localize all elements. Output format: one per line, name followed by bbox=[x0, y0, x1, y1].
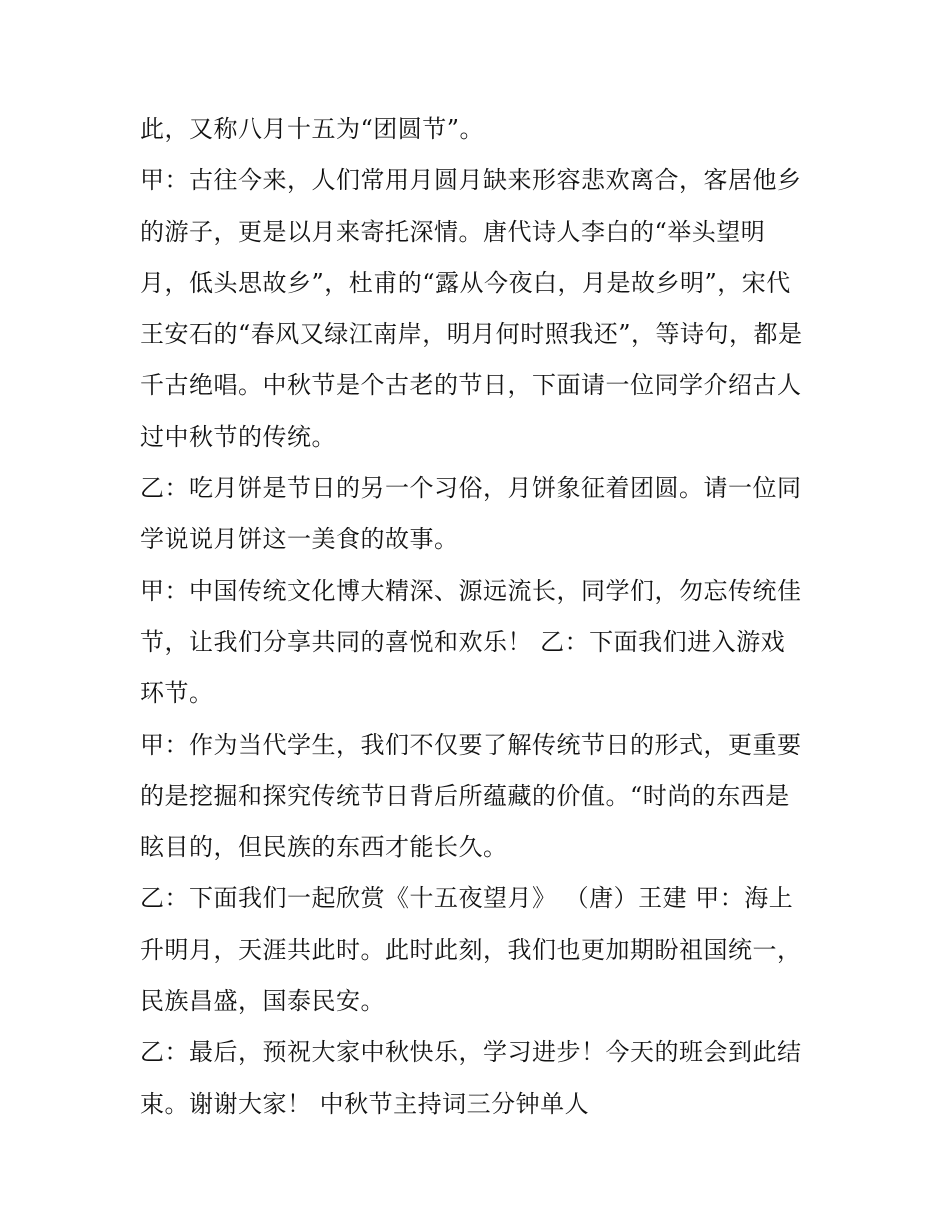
text-line: 的游子，更是以月来寄托深情。唐代诗人李白的“举头望明 bbox=[140, 217, 766, 246]
text-line: 眩目的，但民族的东西才能长久。 bbox=[140, 833, 508, 862]
text-line: 环节。 bbox=[140, 679, 214, 708]
text-line: 乙：吃月饼是节日的另一个习俗，月饼象征着团圆。请一位同 bbox=[140, 474, 802, 503]
document-body bbox=[140, 104, 820, 1130]
text-line: 月，低头思故乡”，杜甫的“露从今夜白，月是故乡明”，宋代 bbox=[140, 268, 791, 297]
text-line: 甲：中国传统文化博大精深、源远流长，同学们，勿忘传统佳 bbox=[140, 576, 802, 605]
text-line: 过中秋节的传统。 bbox=[140, 422, 336, 451]
text-line: 此，又称八月十五为“团圆节”。 bbox=[140, 115, 485, 143]
text-line: 乙：下面我们一起欣赏《十五夜望月》 （唐）王建 甲：海上 bbox=[140, 884, 794, 913]
text-line: 的是挖掘和探究传统节日背后所蕴藏的价值。“时尚的东西是 bbox=[140, 781, 790, 810]
text-line: 节，让我们分享共同的喜悦和欢乐！ 乙：下面我们进入游戏 bbox=[140, 627, 786, 656]
text-line: 甲：古往今来，人们常用月圆月缺来形容悲欢离合，客居他乡 bbox=[140, 166, 802, 195]
text-line: 学说说月饼这一美食的故事。 bbox=[140, 525, 459, 554]
text-line: 甲：作为当代学生，我们不仅要了解传统节日的形式，更重要 bbox=[140, 730, 802, 759]
text-line: 王安石的“春风又绿江南岸，明月何时照我还”，等诗句，都是 bbox=[140, 320, 803, 349]
text-line: 千古绝唱。中秋节是个古老的节日，下面请一位同学介绍古人 bbox=[140, 371, 802, 400]
text-line: 乙：最后，预祝大家中秋快乐，学习进步！今天的班会到此结 bbox=[140, 1038, 802, 1067]
text-line: 民族昌盛，国泰民安。 bbox=[140, 987, 385, 1016]
text-line: 束。谢谢大家！ 中秋节主持词三分钟单人 bbox=[140, 1089, 590, 1118]
text-line: 升明月，天涯共此时。此时此刻，我们也更加期盼祖国统一， bbox=[140, 935, 802, 964]
